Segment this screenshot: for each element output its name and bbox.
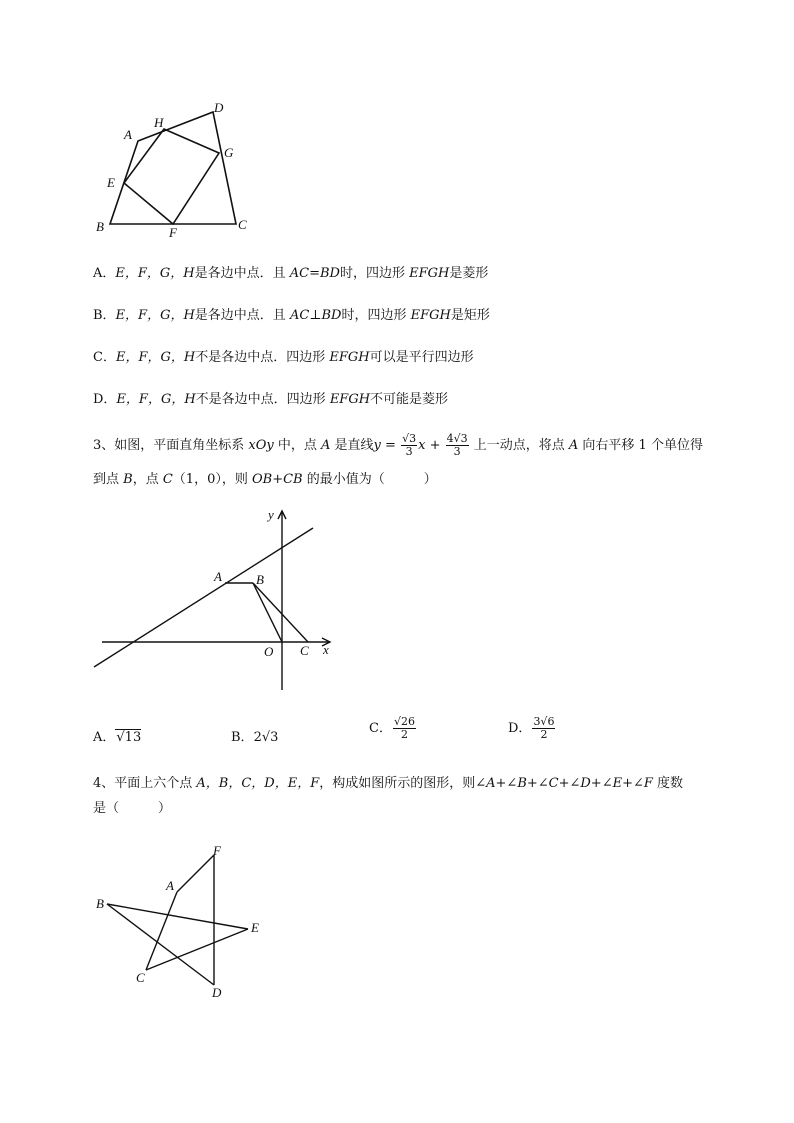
question-3-line-2: 到点 B，点 C（1，0），则 OB+CB 的最小值为（ ） [93,472,437,487]
label-F: F [169,225,177,240]
segment-AF [177,855,214,892]
label-B: B [96,896,104,911]
label-D: D [214,100,224,115]
label-A: A [214,569,222,584]
label-x: x [323,642,329,657]
option-q3-d[interactable]: D． $\frac{3√6}{2}$ [508,715,555,741]
label-E: E [107,175,115,190]
label-y: y [268,507,274,522]
segment-DB [107,904,214,985]
label-C: C [136,970,145,985]
segment-EC [146,929,248,970]
question-4-line-2: 是（ ） [93,801,172,816]
option-q2-c[interactable]: C．E，F，G，H不是各边中点．四边形 EFGH可以是平行四边形 [93,350,474,365]
label-B: B [96,219,104,234]
label-B: B [256,572,264,587]
label-A: A [166,878,174,893]
option-q2-b[interactable]: B．E，F，G，H是各边中点．且 AC⊥BD时，四边形 EFGH是矩形 [93,308,490,323]
option-q3-b[interactable]: B．2√3 [231,730,279,745]
label-H: H [154,115,164,130]
figure-coordinate-graph [90,505,350,700]
question-4-line-1: 4、平面上六个点 A，B，C，D，E，F，构成如图所示的图形，则∠A+∠B+∠C+∠D+∠E+∠F 度数 [93,776,684,791]
segment-OB [253,583,282,642]
option-q2-a[interactable]: A．E，F，G，H是各边中点．且 AC=BD时，四边形 EFGH是菱形 [93,266,489,281]
question-3-line-1: 3、如图，平面直角坐标系 xOy 中，点 A 是直线y = $\frac{√3}{3}$ x + $\frac{4√3}{3}$ 上一动点，将点 A 向右平移 1 个单位得 [93,432,703,458]
label-D: D [212,985,222,1000]
label-C: C [300,643,309,658]
fraction-intercept: $\frac{4√3}{3}$ [446,432,468,458]
figure-quadrilateral [90,95,250,245]
quadrilateral-efgh [124,129,219,224]
segment-CA [146,892,177,970]
segment-CB [253,583,308,642]
label-O: O [264,644,274,659]
label-A: A [124,127,132,142]
label-E: E [251,920,259,935]
line-y-equals [94,528,313,667]
label-G: G [224,145,234,160]
option-q2-d[interactable]: D．E，F，G，H不是各边中点．四边形 EFGH不可能是菱形 [93,392,449,407]
label-F: F [213,843,221,858]
segment-BE [107,904,248,929]
fraction-slope: $\frac{√3}{3}$ [402,432,417,458]
option-q3-c[interactable]: C． $\frac{√26}{2}$ [369,715,415,741]
label-C: C [238,217,247,232]
option-q3-a[interactable]: A．√13 [93,730,142,745]
figure-six-points [90,840,270,1005]
